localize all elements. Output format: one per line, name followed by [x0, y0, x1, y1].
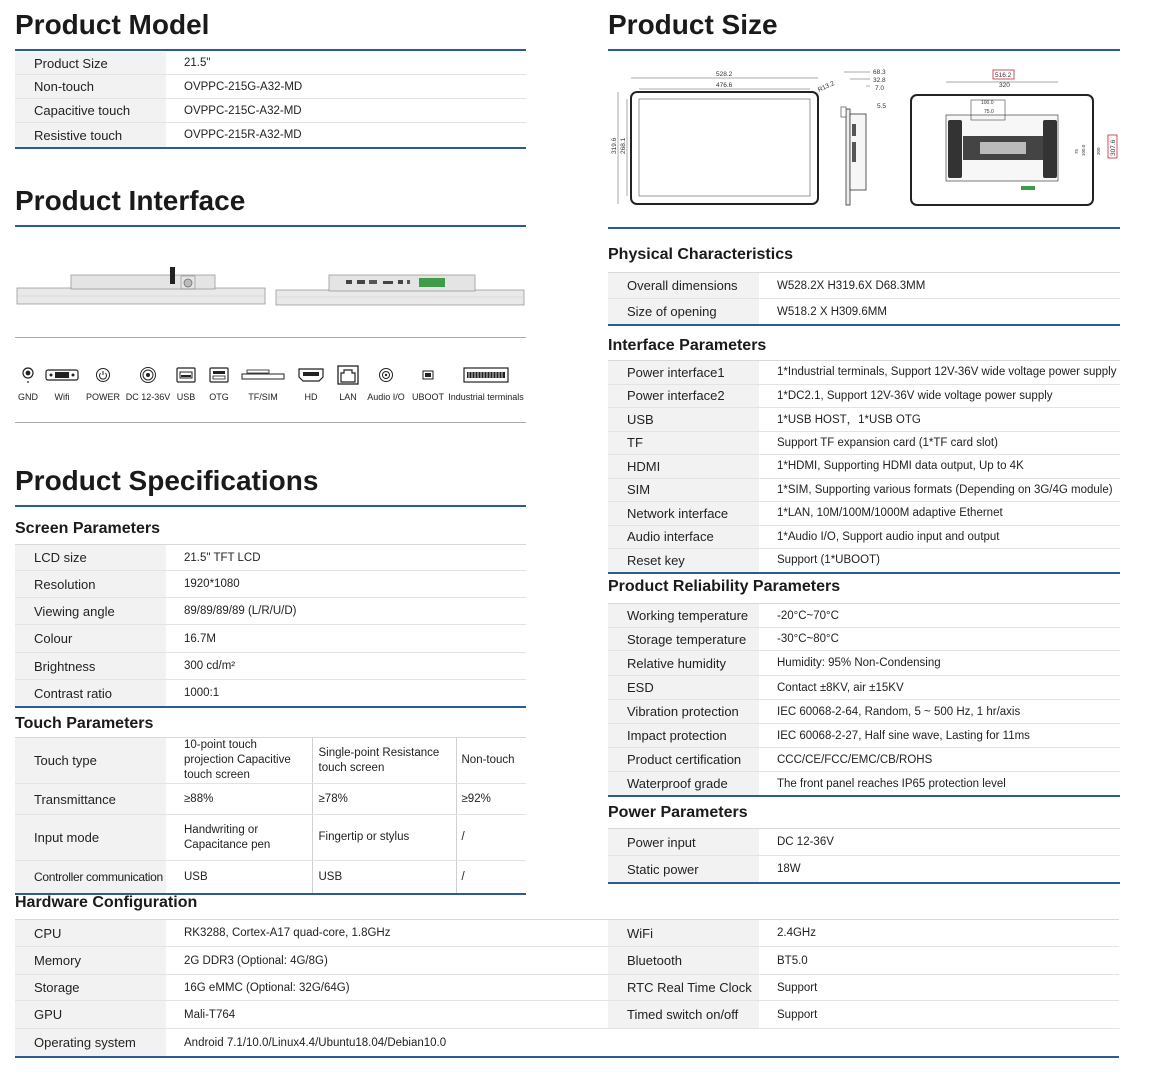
screen-value: 300 cd/m² — [166, 653, 526, 680]
interface-icon-label: TF/SIM — [248, 392, 278, 402]
title-underline — [15, 505, 526, 507]
interface-icon-label: HD — [304, 392, 318, 402]
touch-capacitive: USB — [166, 861, 312, 895]
touch-non-touch: ≥92% — [456, 784, 526, 815]
screen-value: 1000:1 — [166, 680, 526, 708]
dim-opening-width: 516.2 — [995, 72, 1012, 79]
interface-icon-label: Industrial terminals — [448, 392, 524, 402]
interface-value: 1*SIM, Supporting various formats (Depending on 3G/4G module) — [759, 478, 1120, 502]
reliability-row — [608, 604, 1120, 628]
physical-key: Size of opening — [608, 299, 759, 326]
physical-row — [608, 299, 1120, 326]
interface-key: Network interface — [608, 502, 759, 526]
interface-value: 1*Industrial terminals, Support 12V-36V wide voltage power supply — [759, 361, 1120, 385]
power-parameters-table — [608, 828, 1120, 884]
hardware-value — [759, 1029, 1119, 1058]
hardware-value: 2.4GHz — [759, 920, 1119, 947]
side-view-diagram — [15, 262, 526, 310]
touch-non-touch: / — [456, 815, 526, 861]
reliability-row — [608, 724, 1120, 748]
reliability-value: -30°C~80°C — [759, 628, 1120, 651]
dim-vesa-inner: 75.0 — [984, 109, 994, 115]
interface-row — [608, 431, 1120, 455]
product-size-title: Product Size — [608, 9, 778, 40]
product-specifications-title: Product Specifications — [15, 465, 319, 496]
dim-depth: 68.3 — [873, 69, 886, 76]
dim-inner-width: 476.6 — [716, 82, 733, 89]
screen-row — [15, 680, 526, 708]
reliability-row — [608, 700, 1120, 724]
model-value: OVPPC-215C-A32-MD — [166, 99, 526, 123]
interface-key: Power interface1 — [608, 361, 759, 385]
reliability-key: Working temperature — [608, 604, 759, 628]
touch-capacitive: 10-point touch projection Capacitive touch screen — [166, 738, 312, 784]
touch-resistive: ≥78% — [312, 784, 456, 815]
touch-row — [15, 861, 526, 895]
dim-vesa-v2: 100.0 — [1081, 144, 1086, 156]
physical-row — [608, 273, 1120, 299]
screen-key: Viewing angle — [15, 598, 166, 625]
power-row — [608, 856, 1120, 884]
reliability-parameters-table — [608, 603, 1120, 797]
interface-parameters-table — [608, 360, 1120, 574]
reliability-value: CCC/CE/FCC/EMC/CB/ROHS — [759, 748, 1120, 772]
hardware-value: Android 7.1/10.0/Linux4.4/Ubuntu18.04/Debian10.0 — [166, 1029, 608, 1058]
screen-row — [15, 545, 526, 571]
interface-icon-label: OTG — [209, 392, 229, 402]
title-underline — [15, 225, 526, 227]
hardware-row — [15, 947, 1119, 975]
reliability-key: Product certification — [608, 748, 759, 772]
dim-depth-body: 32.8 — [873, 77, 886, 84]
reliability-key: ESD — [608, 676, 759, 700]
physical-value: W528.2X H319.6X D68.3MM — [759, 273, 1120, 299]
power-parameters-title: Power Parameters — [608, 804, 748, 821]
screen-key: Resolution — [15, 571, 166, 598]
screen-key: Colour — [15, 625, 166, 653]
hardware-row — [15, 1001, 1119, 1029]
touch-resistive: Fingertip or stylus — [312, 815, 456, 861]
product-model-table — [15, 52, 526, 149]
interface-row — [608, 408, 1120, 432]
screen-value: 21.5" TFT LCD — [166, 545, 526, 571]
touch-non-touch: Non-touch — [456, 738, 526, 784]
hardware-key — [608, 1029, 759, 1058]
physical-characteristics-title: Physical Characteristics — [608, 246, 793, 263]
interface-row — [608, 455, 1120, 479]
touch-parameters-title: Touch Parameters — [15, 715, 154, 732]
hardware-key: WiFi — [608, 920, 759, 947]
touch-row — [15, 815, 526, 861]
interface-value: 1*DC2.1, Support 12V-36V wide voltage power supply — [759, 384, 1120, 408]
hardware-row — [15, 975, 1119, 1001]
physical-value: W518.2 X H309.6MM — [759, 299, 1120, 326]
interface-icon-label: LAN — [339, 392, 357, 402]
interface-key: USB — [608, 408, 759, 432]
product-size-drawing — [608, 62, 1120, 212]
terminal-block-icon — [456, 365, 516, 385]
hardware-configuration-table — [15, 919, 1119, 1058]
physical-characteristics-table — [608, 272, 1120, 326]
title-underline — [608, 227, 1120, 229]
dim-bezel: 5.5 — [877, 103, 887, 110]
reliability-key: Relative humidity — [608, 651, 759, 676]
touch-key: Controller communication — [15, 861, 166, 895]
interface-icon-label: DC 12-36V — [125, 392, 171, 402]
dim-vesa-v1: 75 — [1074, 148, 1079, 154]
model-value: 21.5" — [166, 52, 526, 75]
power-value: DC 12-36V — [759, 829, 1120, 856]
power-key: Power input — [608, 829, 759, 856]
model-key: Capacitive touch — [15, 99, 166, 123]
model-key: Non-touch — [15, 75, 166, 99]
touch-row — [15, 738, 526, 784]
screen-parameters-table — [15, 544, 526, 708]
screen-key: Contrast ratio — [15, 680, 166, 708]
hardware-key: Timed switch on/off — [608, 1001, 759, 1029]
product-model-title: Product Model — [15, 9, 210, 40]
interface-key: SIM — [608, 478, 759, 502]
interface-row — [608, 525, 1120, 549]
interface-icon-label: POWER — [85, 392, 121, 402]
hardware-key: RTC Real Time Clock — [608, 975, 759, 1001]
reliability-row — [608, 748, 1120, 772]
touch-key: Touch type — [15, 738, 166, 784]
touch-row — [15, 784, 526, 815]
hardware-key: Bluetooth — [608, 947, 759, 975]
interface-value: 1*LAN, 10M/100M/1000M adaptive Ethernet — [759, 502, 1120, 526]
divider — [15, 422, 526, 423]
interface-icon-item — [448, 365, 524, 405]
product-interface-title: Product Interface — [15, 185, 246, 216]
touch-resistive: USB — [312, 861, 456, 895]
hardware-key: CPU — [15, 920, 166, 947]
reliability-value: The front panel reaches IP65 protection level — [759, 772, 1120, 797]
interface-value: Support TF expansion card (1*TF card slot) — [759, 431, 1120, 455]
model-value: OVPPC-215G-A32-MD — [166, 75, 526, 99]
dim-inner-height: 268.1 — [620, 137, 627, 154]
power-value: 18W — [759, 856, 1120, 884]
dim-mount-width: 320 — [999, 82, 1010, 89]
dim-mount-height: 300 — [1096, 147, 1101, 155]
reliability-key: Impact protection — [608, 724, 759, 748]
screen-value: 1920*1080 — [166, 571, 526, 598]
physical-key: Overall dimensions — [608, 273, 759, 299]
screen-value: 16.7M — [166, 625, 526, 653]
touch-key: Input mode — [15, 815, 166, 861]
hardware-value: 2G DDR3 (Optional: 4G/8G) — [166, 947, 608, 975]
hardware-row — [15, 1029, 1119, 1058]
interface-row — [608, 549, 1120, 573]
hardware-value: Mali-T764 — [166, 1001, 608, 1029]
reliability-key: Storage temperature — [608, 628, 759, 651]
hardware-value: 16G eMMC (Optional: 32G/64G) — [166, 975, 608, 1001]
hardware-key: Storage — [15, 975, 166, 1001]
dim-opening-height: 307.6 — [1110, 139, 1117, 156]
dim-height: 319.6 — [611, 137, 618, 154]
reliability-key: Waterproof grade — [608, 772, 759, 797]
model-value: OVPPC-215R-A32-MD — [166, 123, 526, 149]
screen-parameters-title: Screen Parameters — [15, 520, 160, 537]
screen-row — [15, 625, 526, 653]
interface-key: Audio interface — [608, 525, 759, 549]
touch-capacitive: ≥88% — [166, 784, 312, 815]
reliability-value: Humidity: 95% Non-Condensing — [759, 651, 1120, 676]
model-key: Resistive touch — [15, 123, 166, 149]
model-key: Product Size — [15, 52, 166, 75]
hardware-value: BT5.0 — [759, 947, 1119, 975]
reliability-parameters-title: Product Reliability Parameters — [608, 578, 841, 595]
touch-capacitive: Handwriting or Capacitance pen — [166, 815, 312, 861]
reliability-row — [608, 676, 1120, 700]
touch-key: Transmittance — [15, 784, 166, 815]
reliability-value: Contact ±8KV, air ±15KV — [759, 676, 1120, 700]
screen-value: 89/89/89/89 (L/R/U/D) — [166, 598, 526, 625]
power-row — [608, 829, 1120, 856]
dim-vesa-outer: 100.0 — [981, 100, 994, 106]
dim-depth-front: 7.0 — [875, 85, 885, 92]
reliability-row — [608, 772, 1120, 797]
dim-width: 528.2 — [716, 71, 733, 78]
reliability-row — [608, 651, 1120, 676]
hardware-value: Support — [759, 975, 1119, 1001]
hardware-row — [15, 920, 1119, 947]
model-row — [15, 52, 526, 75]
model-row — [15, 123, 526, 149]
touch-parameters-table — [15, 737, 526, 895]
screen-row — [15, 571, 526, 598]
interface-icon-label: GND — [18, 392, 38, 402]
interface-icon-label: Audio I/O — [367, 392, 405, 402]
reliability-value: IEC 60068-2-64, Random, 5 ~ 500 Hz, 1 hr/axis — [759, 700, 1120, 724]
interface-icon-label: Wifi — [54, 392, 70, 402]
screen-key: Brightness — [15, 653, 166, 680]
reliability-value: -20°C~70°C — [759, 604, 1120, 628]
touch-non-touch: / — [456, 861, 526, 895]
interface-icon-label: UBOOT — [411, 392, 445, 402]
screen-row — [15, 598, 526, 625]
interface-value: 1*HDMI, Supporting HDMI data output, Up to 4K — [759, 455, 1120, 479]
interface-key: HDMI — [608, 455, 759, 479]
power-key: Static power — [608, 856, 759, 884]
hardware-value: Support — [759, 1001, 1119, 1029]
interface-icon-label: USB — [176, 392, 196, 402]
touch-resistive: Single-point Resistance touch screen — [312, 738, 456, 784]
reliability-key: Vibration protection — [608, 700, 759, 724]
hardware-key: Operating system — [15, 1029, 166, 1058]
dim-radius: R13.2 — [816, 80, 836, 94]
interface-row — [608, 502, 1120, 526]
uboot-button-icon — [398, 365, 458, 385]
hardware-configuration-title: Hardware Configuration — [15, 894, 198, 911]
interface-value: 1*Audio I/O, Support audio input and output — [759, 525, 1120, 549]
divider — [15, 337, 526, 338]
model-row — [15, 75, 526, 99]
interface-row — [608, 478, 1120, 502]
model-row — [15, 99, 526, 123]
interface-key: TF — [608, 431, 759, 455]
reliability-row — [608, 628, 1120, 651]
interface-key: Power interface2 — [608, 384, 759, 408]
title-underline — [608, 49, 1120, 51]
interface-value: Support (1*UBOOT) — [759, 549, 1120, 573]
interface-key: Reset key — [608, 549, 759, 573]
interface-row — [608, 361, 1120, 385]
hardware-key: Memory — [15, 947, 166, 975]
interface-parameters-title: Interface Parameters — [608, 337, 767, 354]
interface-value: 1*USB HOST，1*USB OTG — [759, 408, 1120, 432]
screen-key: LCD size — [15, 545, 166, 571]
hardware-value: RK3288, Cortex-A17 quad-core, 1.8GHz — [166, 920, 608, 947]
screen-row — [15, 653, 526, 680]
title-underline — [15, 49, 526, 51]
hardware-key: GPU — [15, 1001, 166, 1029]
interface-row — [608, 384, 1120, 408]
reliability-value: IEC 60068-2-27, Half sine wave, Lasting for 11ms — [759, 724, 1120, 748]
